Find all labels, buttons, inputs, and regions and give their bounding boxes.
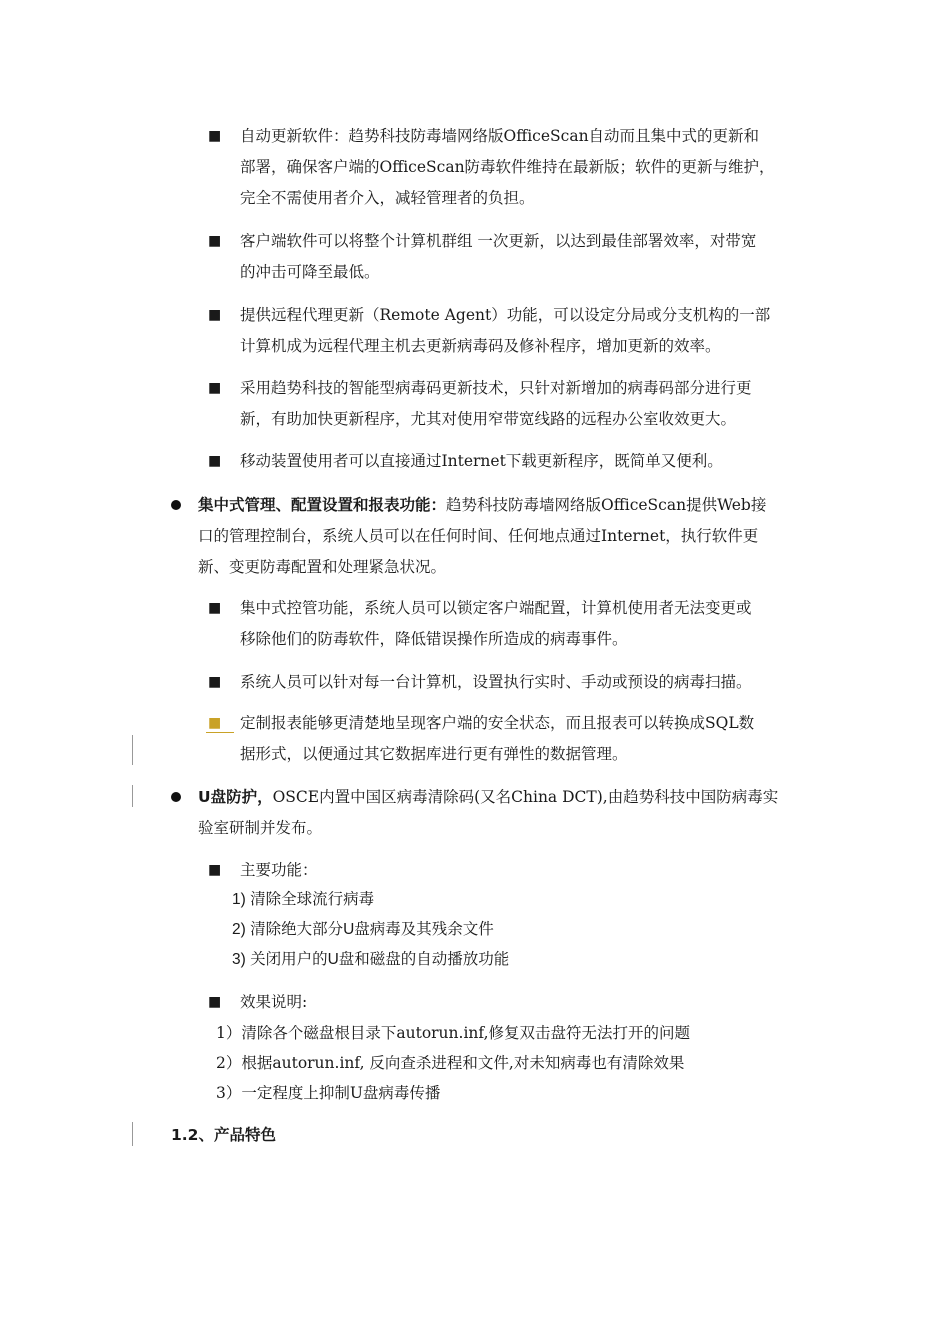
- square-bullet-icon: ■: [208, 307, 222, 323]
- list-item: 客户端软件可以将整个计算机群组 一次更新，以达到最佳部署效率，对带宽 的冲击可降至最低。: [240, 232, 757, 281]
- list-item: 移动装置使用者可以直接通过Internet下载更新程序，既简单又便利。: [240, 452, 723, 470]
- square-bullet-icon: ■: [208, 128, 222, 144]
- effects-item: 1）清除各个磁盘根目录下autorun.inf,修复双击盘符无法打开的问题: [216, 1024, 691, 1042]
- square-bullet-icon: ■: [208, 453, 222, 469]
- square-bullet-icon: ■: [208, 233, 222, 249]
- tracked-change-underline: [206, 732, 234, 733]
- bullet-dot-icon: [171, 500, 181, 510]
- effects-item: 3）一定程度上抑制U盘病毒传播: [216, 1084, 441, 1102]
- square-bullet-icon: ■: [208, 862, 222, 878]
- features-item: 3) 关闭用户的U盘和磁盘的自动播放功能: [232, 951, 510, 968]
- section-heading: 1.2、产品特色: [171, 1126, 276, 1144]
- effects-item: 2）根据autorun.inf, 反向查杀进程和文件,对未知病毒也有清除效果: [216, 1054, 685, 1072]
- square-bullet-icon: ■: [208, 715, 222, 731]
- features-item: 1) 清除全球流行病毒: [232, 891, 375, 908]
- revision-bar: [132, 1122, 133, 1146]
- list-item: 自动更新软件：趋势科技防毒墙网络版OfficeScan自动而且集中式的更新和 部署，确保客户端的OfficeScan防毒软件维持在最新版；软件的更新与维护， 完全不需使用者介入，减轻管理者的负担。: [240, 127, 775, 207]
- bullet-paragraph: U盘防护，OSCE内置中国区病毒清除码(又名China DCT),由趋势科技中国防病毒实 验室研制并发布。: [198, 788, 779, 837]
- list-item: 系统人员可以针对每一台计算机，设置执行实时、手动或预设的病毒扫描。: [240, 673, 752, 691]
- list-item: 集中式控管功能，系统人员可以锁定客户端配置，计算机使用者无法变更或 移除他们的防毒软件，降低错误操作所造成的病毒事件。: [240, 599, 752, 648]
- bullet-paragraph: 集中式管理、配置设置和报表功能：趋势科技防毒墙网络版OfficeScan提供Web接 口的管理控制台，系统人员可以在任何时间、任何地点通过Internet，执行软件更 新、变更防毒配置和处理紧急状况。: [198, 496, 767, 576]
- features-item: 2) 清除绝大部分U盘病毒及其残余文件: [232, 921, 494, 938]
- square-bullet-icon: ■: [208, 380, 222, 396]
- list-item: 定制报表能够更清楚地呈现客户端的安全状态，而且报表可以转换成SQL数 据形式，以便通过其它数据库进行更有弹性的数据管理。: [240, 714, 755, 763]
- effects-title: 效果说明:: [240, 993, 308, 1011]
- square-bullet-icon: ■: [208, 674, 222, 690]
- list-item: 提供远程代理更新（Remote Agent）功能，可以设定分局或分支机构的一部 计算机成为远程代理主机去更新病毒码及修补程序，增加更新的效率。: [240, 306, 771, 355]
- square-bullet-icon: ■: [208, 600, 222, 616]
- revision-bar: [132, 785, 133, 807]
- features-title: 主要功能：: [240, 861, 318, 879]
- square-bullet-icon: ■: [208, 994, 222, 1010]
- list-item: 采用趋势科技的智能型病毒码更新技术，只针对新增加的病毒码部分进行更 新，有助加快更新程序，尤其对使用窄带宽线路的远程办公室收效更大。: [240, 379, 752, 428]
- bullet-dot-icon: [171, 792, 181, 802]
- revision-bar: [132, 735, 133, 765]
